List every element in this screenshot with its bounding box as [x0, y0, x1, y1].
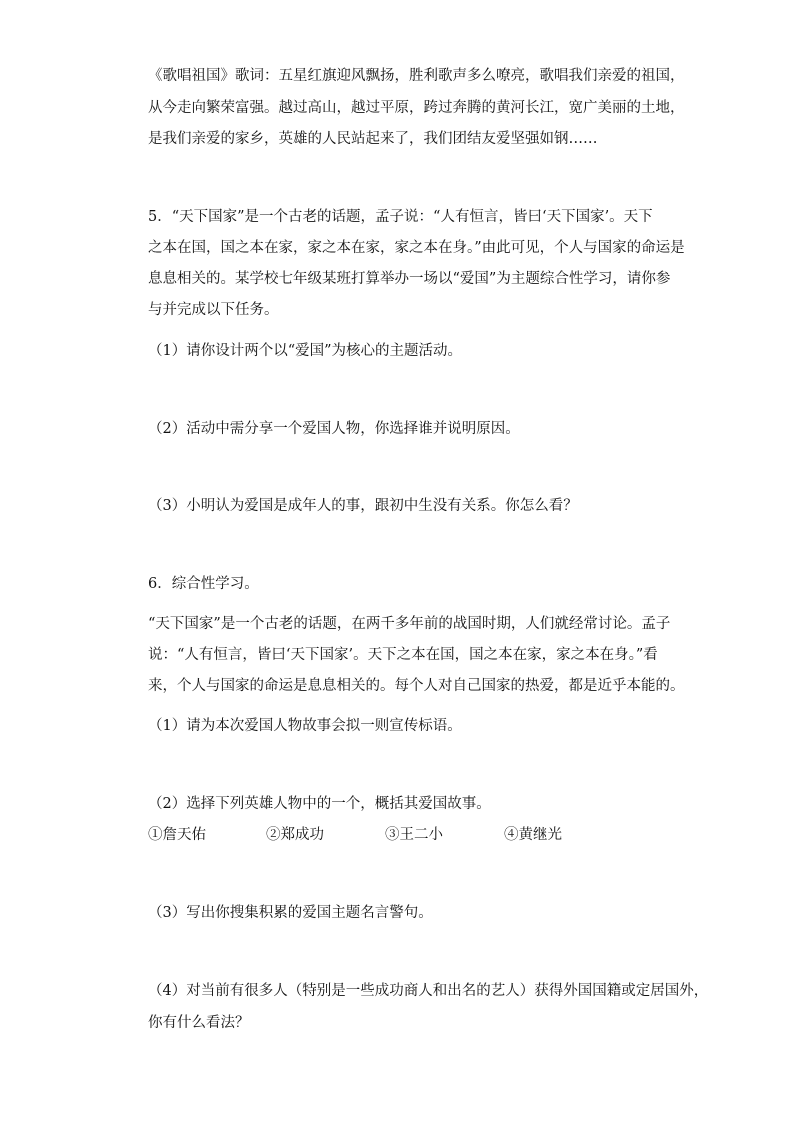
option-item: ④黄继光	[504, 827, 562, 843]
question-5-intro-line: 5．“天下国家”是一个古老的话题，孟子说：“人有恒言，皆曰‘天下国家’。天下	[148, 209, 653, 225]
question-5-intro-line: 息息相关的。某学校七年级某班打算举办一场以“爱国”为主题综合性学习，请你参	[148, 271, 671, 287]
option-item: ③王二小	[385, 827, 443, 843]
lyrics-line: 《歌唱祖国》歌词：五星红旗迎风飘扬，胜利歌声多么嘹亮，歌唱我们亲爱的祖国，	[148, 68, 685, 84]
question-6-sub-4-line: （4）对当前有很多人（特别是一些成功商人和出名的艺人）获得外国国籍或定居国外，	[148, 983, 709, 999]
question-6-intro-line: 来，个人与国家的命运是息息相关的。每个人对自己国家的热爱，都是近乎本能的。	[148, 678, 685, 694]
question-6-sub-4-line: 你有什么看法？	[148, 1015, 250, 1031]
question-5-intro-line: 与并完成以下任务。	[148, 302, 279, 318]
question-6-sub-2: （2）选择下列英雄人物中的一个，概括其爱国故事。	[148, 796, 491, 812]
lyrics-line: 从今走向繁荣富强。越过高山，越过平原，跨过奔腾的黄河长江，宽广美丽的土地，	[148, 100, 685, 116]
question-6-sub-1: （1）请为本次爱国人物故事会拟一则宣传标语。	[148, 718, 462, 734]
option-item: ①詹天佑	[148, 827, 206, 843]
question-5-sub-1: （1）请你设计两个以“爱国”为核心的主题活动。	[148, 343, 463, 359]
question-5-sub-2: （2）活动中需分享一个爱国人物，你选择谁并说明原因。	[148, 421, 520, 437]
question-5-intro-line: 之本在国，国之本在家，家之本在家，家之本在身。”由此可见，个人与国家的命运是	[148, 240, 685, 256]
option-item: ②郑成功	[266, 827, 324, 843]
question-6-sub-3: （3）写出你搜集积累的爱国主题名言警句。	[148, 905, 433, 921]
question-6-title: 6．综合性学习。	[148, 576, 259, 592]
question-5-sub-3: （3）小明认为爱国是成年人的事，跟初中生没有关系。你怎么看？	[148, 498, 578, 514]
question-6-intro-line: 说：“人有恒言，皆曰‘天下国家’。天下之本在国，国之本在家，家之本在身。”看	[148, 647, 658, 663]
question-6-intro-line: “天下国家”是一个古老的话题，在两千多年前的战国时期，人们就经常讨论。孟子	[148, 616, 671, 632]
lyrics-line: 是我们亲爱的家乡，英雄的人民站起来了，我们团结友爱坚强如钢……	[148, 131, 598, 147]
